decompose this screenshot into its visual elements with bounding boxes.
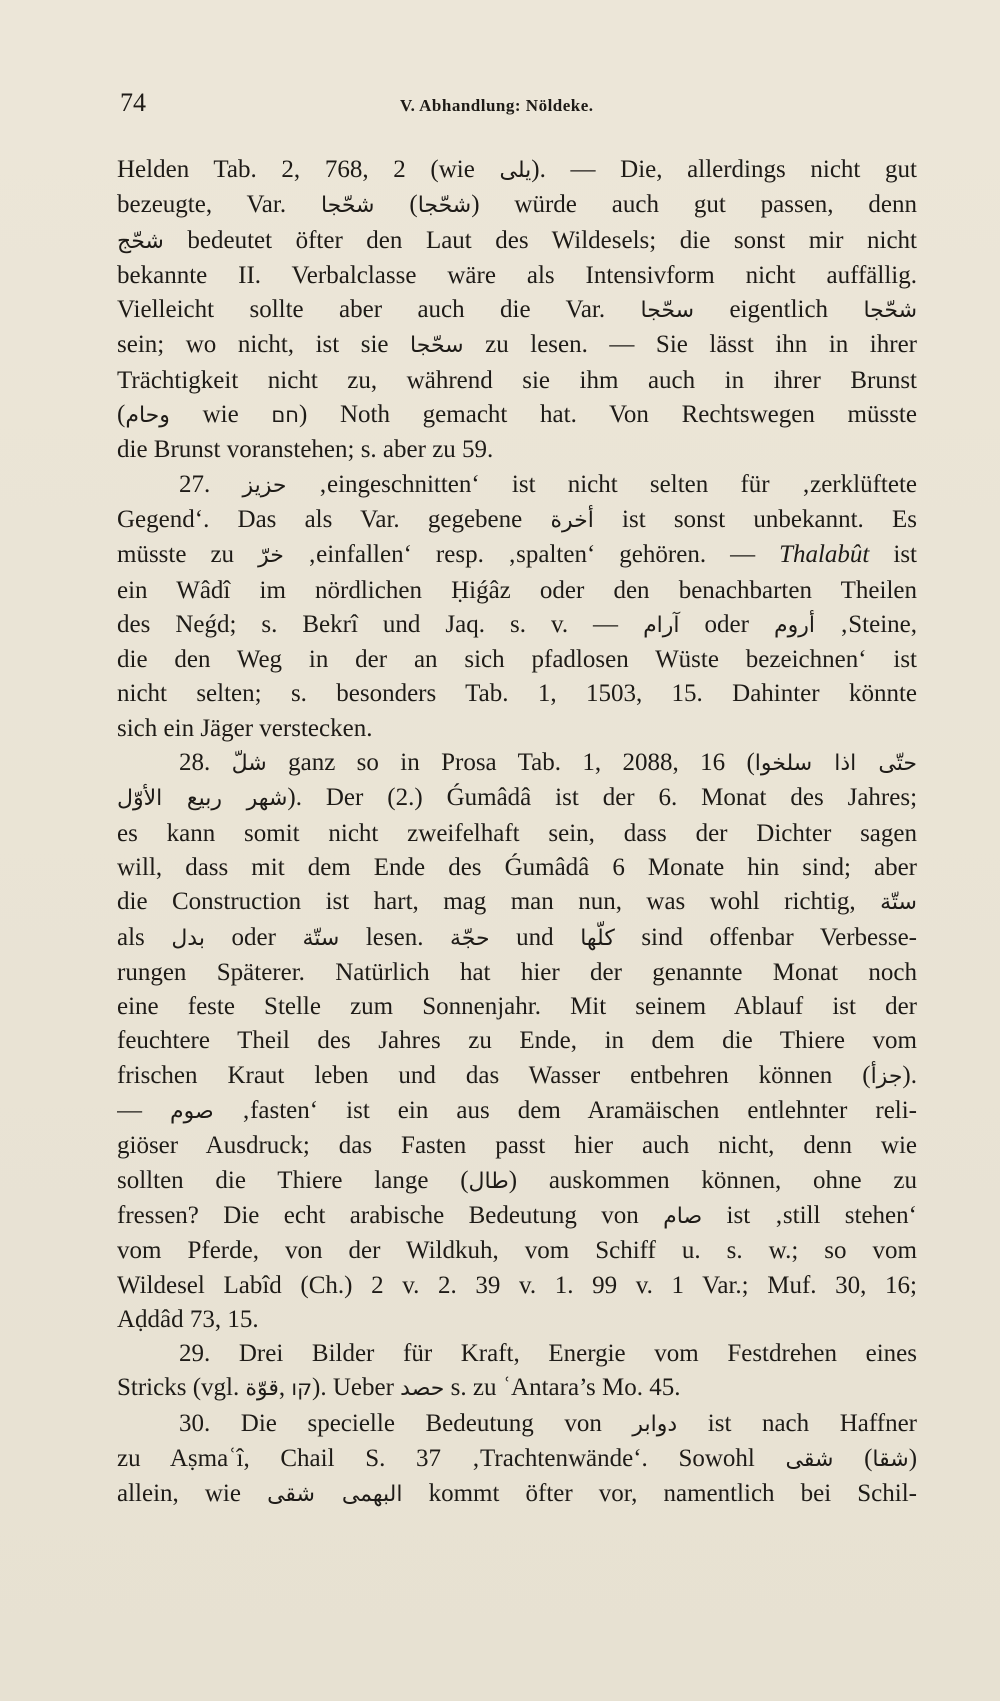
text-run: fressen? Die echt arabische Bedeutung von: [117, 1201, 664, 1229]
text-run: bekannte II. Verbalclasse wäre als Intensivform nicht auffällig.: [117, 261, 917, 289]
text-run: ). — Die, allerdings nicht gut: [531, 156, 917, 183]
text-line: [117, 677, 917, 711]
text-run: des Neǵd; s. Bekrî und Jaq. s. v. —: [117, 610, 644, 638]
text-line: [117, 608, 917, 643]
text-run: ). Ueber: [312, 1374, 401, 1402]
text-run: ganz so in Prosa Tab. 1, 2088, 16 (: [266, 749, 755, 777]
text-run: vom Pferde, von der Wildkuh, vom Schiff u. s. w.; so vom: [117, 1237, 917, 1265]
text-line: [117, 1164, 917, 1199]
text-run: Helden Tab. 2, 768, 2 (wie: [117, 156, 500, 183]
arabic-word: آرام: [643, 612, 680, 638]
text-line: [117, 1129, 917, 1163]
text-run: البهمى: [341, 1482, 403, 1508]
arabic-word: شقا: [872, 1446, 909, 1472]
text-line: [117, 503, 917, 538]
text-line: [117, 956, 917, 990]
text-run: (: [374, 191, 418, 219]
text-line: [117, 1337, 917, 1371]
text-run: allein, wie: [117, 1480, 268, 1508]
text-run: feuchtere Theil des Jahres zu Ende, in dem die Thiere vom: [117, 1027, 917, 1055]
arabic-word: صوم: [170, 1099, 214, 1125]
text-line: [117, 817, 917, 851]
text-line: [117, 1269, 917, 1303]
text-line: [117, 1024, 917, 1058]
text-run: ). Der (2.) Ǵumâdâ ist der 6. Monat des Jahres;: [287, 784, 917, 812]
text-line: [117, 990, 917, 1024]
text-run: sind offenbar Verbesse-: [614, 923, 917, 951]
text-line: [117, 433, 917, 467]
arabic-word: شلّ: [231, 751, 267, 777]
text-run: ist ‚still stehen‘: [702, 1201, 917, 1229]
arabic-phrase: شهر ربيع الأوّل: [117, 786, 288, 812]
text-run: —: [117, 1097, 171, 1125]
arabic-word: حزيز: [242, 472, 287, 498]
arabic-word: بدل: [171, 925, 205, 951]
text-run: die Brunst voranstehen; s. aber zu 59.: [117, 436, 494, 464]
page-number: 74: [120, 88, 146, 117]
arabic-word: أخرة: [550, 507, 594, 533]
text-line: [117, 1371, 917, 1406]
text-run: Gegend‘. Das als Var. gegebene: [117, 505, 551, 533]
arabic-word: أروم: [773, 612, 815, 638]
arabic-word: ستّة: [302, 925, 340, 951]
text-line: [117, 885, 917, 920]
text-run: bezeugte, Var.: [117, 191, 321, 219]
text-line: [117, 712, 917, 746]
text-line: [117, 746, 917, 781]
text-line: [117, 1199, 917, 1234]
text-line: [117, 328, 917, 363]
text-run: ).: [902, 1061, 917, 1089]
text-run: oder: [679, 610, 774, 638]
arabic-word: شحّجا: [320, 193, 375, 219]
arabic-word: خرّ: [258, 543, 284, 569]
text-run: ‚fasten‘ ist ein aus dem Aramäischen entlehnter reli-: [213, 1097, 917, 1125]
italic-name: Thalabût: [779, 541, 870, 569]
text-run: ein Wâdî im nördlichen Ḥiǵâz oder den benachbarten Theilen: [117, 576, 917, 604]
text-line: [117, 643, 917, 677]
text-line: [117, 1442, 917, 1477]
text-run: will, dass mit dem Ende des Ǵumâdâ 6 Monate hin sind; aber: [117, 853, 917, 881]
text-line: [117, 574, 917, 608]
hebrew-word: חם: [271, 403, 299, 428]
text-run: nicht selten; s. besonders Tab. 1, 1503, 15. Dahinter könnte: [117, 680, 917, 708]
arabic-word: قوّة: [245, 1376, 279, 1402]
text-line: [117, 1477, 917, 1512]
arabic-phrase: حتّى اذا سلخوا: [754, 751, 917, 777]
text-run: (: [833, 1444, 873, 1472]
text-line: [117, 781, 917, 816]
text-run: die Construction ist hart, mag man nun, was wohl richtig,: [117, 888, 881, 916]
arabic-word: صام: [663, 1203, 703, 1229]
text-run: sein; wo nicht, ist sie: [117, 331, 411, 359]
text-run: ) auskommen können, ohne zu: [508, 1166, 917, 1194]
text-run: rungen Späterer. Natürlich hat hier der genannte Monat noch: [117, 958, 917, 986]
text-line: [117, 921, 917, 956]
text-run: ) würde auch gut passen, denn: [471, 191, 917, 219]
text-run: ‚eingeschnitten‘ ist nicht selten für ‚zerklüftete: [286, 470, 917, 498]
text-run: Trächtigkeit nicht zu, während sie ihm auch in ihrer Brunst: [117, 366, 917, 394]
text-run: kommt öfter vor, namentlich bei Schil-: [402, 1480, 917, 1508]
text-line: [117, 398, 917, 433]
arabic-word: حصد: [400, 1376, 445, 1402]
text-run: s. zu ʿAntara’s Mo. 45.: [444, 1374, 681, 1402]
arabic-word: وحام: [125, 403, 170, 429]
text-line: [117, 1059, 917, 1094]
text-run: eine feste Stelle zum Sonnenjahr. Mit seinem Ablauf ist der: [117, 993, 917, 1021]
text-line: [117, 1407, 917, 1442]
page-header: [120, 88, 922, 128]
text-line: [117, 538, 917, 573]
arabic-word: سحّجا: [410, 333, 464, 359]
text-line: [117, 851, 917, 885]
text-run: ) Noth gemacht hat. Von Rechtswegen müsste: [299, 401, 917, 429]
text-run: zu lesen. — Sie lässt ihn in ihrer: [463, 331, 917, 359]
text-run: ist: [869, 541, 917, 569]
text-run: شقى: [267, 1482, 315, 1508]
text-run: 30. Die specielle Bedeutung von: [179, 1409, 633, 1437]
text-run: oder: [204, 923, 303, 951]
arabic-word: ستّة: [880, 890, 917, 916]
text-run: es kann somit nicht zweifelhaft sein, dass der Dichter sagen: [117, 819, 917, 847]
text-line: [117, 1234, 917, 1268]
text-run: lesen.: [339, 923, 451, 951]
arabic-word: شحّج: [117, 228, 164, 254]
text-run: (: [117, 401, 126, 429]
text-run: ): [908, 1444, 917, 1472]
text-run: ist sonst unbekannt. Es: [593, 505, 917, 533]
text-run: Aḍdâd 73, 15.: [117, 1305, 259, 1333]
text-run: ‚einfallen‘ resp. ‚spalten‘ gehören. —: [283, 541, 780, 569]
text-run: ‚Steine,: [814, 610, 917, 638]
text-line: [117, 468, 917, 503]
text-run: bedeutet öfter den Laut des Wildesels; die sonst mir nicht: [163, 226, 917, 254]
arabic-word: شحّجا: [863, 298, 917, 324]
text-line: [117, 153, 917, 188]
arabic-word: طال: [468, 1168, 509, 1194]
text-run: ,: [278, 1374, 292, 1402]
text-line: [117, 259, 917, 293]
text-line: [117, 188, 917, 223]
text-run: und: [489, 923, 581, 951]
text-run: Vielleicht sollte aber auch die Var.: [117, 296, 641, 324]
text-line: [117, 1094, 917, 1129]
text-line: [117, 1303, 917, 1337]
arabic-word: حجّة: [450, 925, 490, 951]
arabic-word: دوابر: [632, 1411, 678, 1437]
text-run: 28.: [179, 749, 232, 777]
body-text: [117, 153, 917, 1513]
hebrew-word: קו: [291, 1376, 313, 1401]
text-run: ist nach Haffner: [677, 1409, 917, 1437]
arabic-phrase: [267, 1482, 402, 1507]
text-run: sollten die Thiere lange (: [117, 1166, 469, 1194]
text-line: [117, 293, 917, 328]
arabic-word: سحّجا: [640, 298, 695, 324]
text-run: 29. Drei Bilder für Kraft, Energie vom Festdrehen eines: [179, 1340, 917, 1368]
text-line: [117, 224, 917, 259]
text-run: zu Aṣmaʿî, Chail S. 37 ‚Trachtenwände‘. Sowohl: [117, 1444, 786, 1472]
text-run: müsste zu: [117, 541, 259, 569]
text-run: 27.: [179, 470, 243, 498]
text-run: sich ein Jäger verstecken.: [117, 714, 373, 742]
text-run: giöser Ausdruck; das Fasten passt hier auch nicht, denn wie: [117, 1132, 917, 1160]
text-run: als: [117, 923, 172, 951]
text-run: die den Weg in der an sich pfadlosen Wüste bezeichnen‘ ist: [117, 646, 917, 674]
text-run: Wildesel Labîd (Ch.) 2 v. 2. 39 v. 1. 99 v. 1 Var.; Muf. 30, 16;: [117, 1271, 917, 1299]
arabic-word: كلّها: [580, 925, 615, 951]
text-run: eigentlich: [694, 296, 864, 324]
arabic-word: شحّجا: [417, 193, 472, 219]
arabic-word: يلى: [499, 158, 532, 183]
arabic-word: شقى: [785, 1446, 834, 1472]
text-run: frischen Kraut leben und das Wasser entbehren können (: [117, 1061, 871, 1089]
arabic-word: جزأ: [870, 1063, 903, 1089]
text-run: wie: [169, 401, 272, 429]
text-run: Stricks (vgl.: [117, 1374, 246, 1402]
text-line: [117, 364, 917, 398]
running-head: V. Abhandlung: Nöldeke.: [400, 96, 594, 115]
